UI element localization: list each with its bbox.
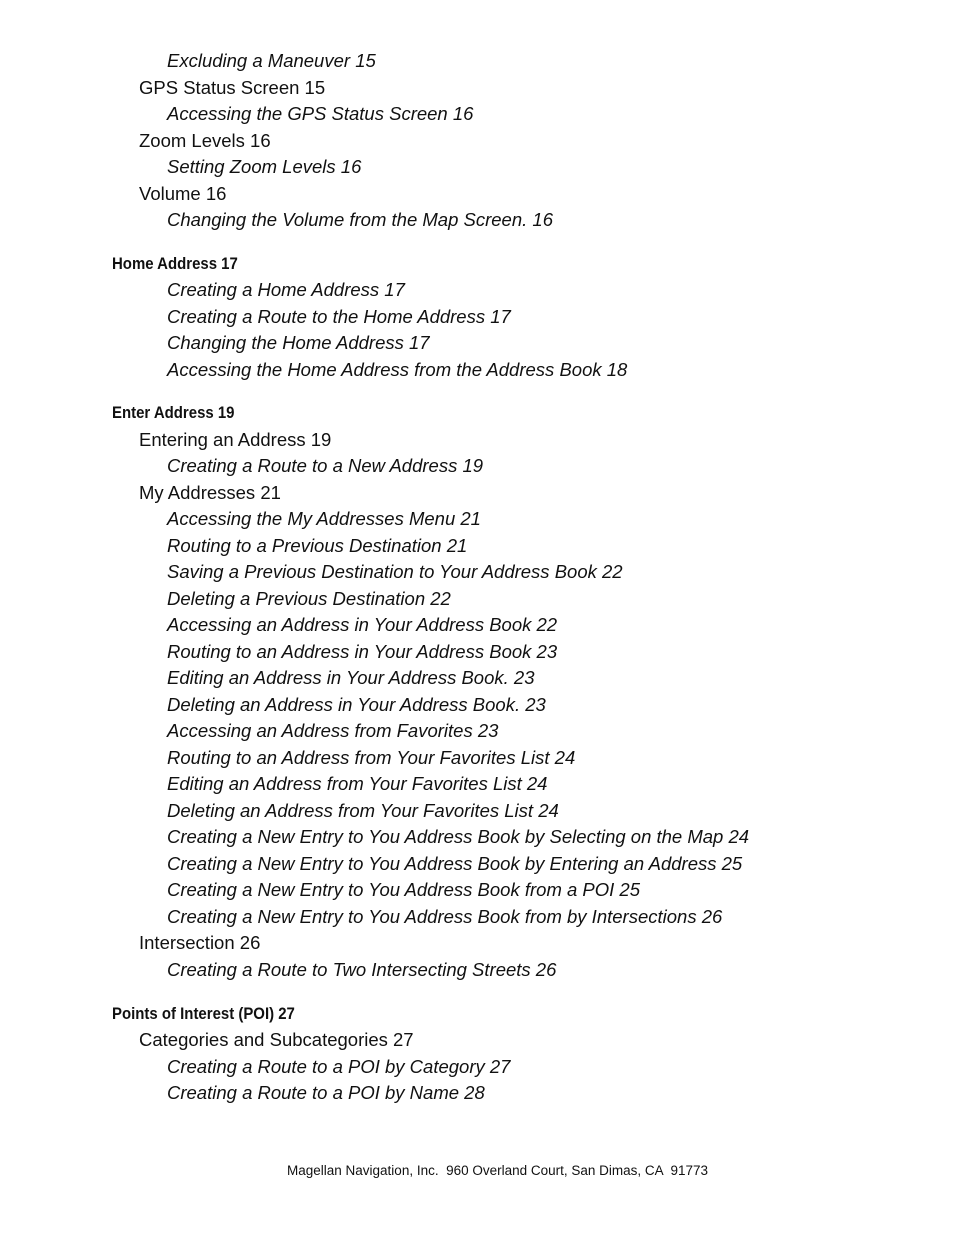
toc-topic-entry: Saving a Previous Destination to Your Address Book 22 [167, 561, 623, 582]
toc-subsection-entry: Volume 16 [139, 183, 227, 204]
toc-topic-entry: Creating a Home Address 17 [167, 279, 405, 300]
toc-topic-entry: Accessing an Address from Favorites 23 [167, 720, 499, 741]
toc-subsection-entry: My Addresses 21 [139, 482, 281, 503]
toc-section-heading: Points of Interest (POI) 27 [112, 1004, 295, 1023]
toc-topic-entry: Routing to a Previous Destination 21 [167, 535, 468, 556]
toc-subsection-entry: Zoom Levels 16 [139, 130, 271, 151]
toc-topic-entry: Excluding a Maneuver 15 [167, 50, 376, 71]
toc-topic-entry: Editing an Address from Your Favorites List 24 [167, 773, 548, 794]
toc-topic-entry: Accessing the Home Address from the Address Book 18 [167, 359, 628, 380]
toc-topic-entry: Accessing the My Addresses Menu 21 [167, 508, 481, 529]
toc-subsection-entry: Categories and Subcategories 27 [139, 1029, 414, 1050]
toc-topic-entry: Creating a New Entry to You Address Book from by Intersections 26 [167, 906, 723, 927]
toc-topic-entry: Creating a New Entry to You Address Book from a POI 25 [167, 879, 641, 900]
toc-subsection-entry: Intersection 26 [139, 932, 261, 953]
toc-topic-entry: Changing the Home Address 17 [167, 332, 430, 353]
toc-topic-entry: Creating a Route to a New Address 19 [167, 455, 484, 476]
toc-topic-entry: Deleting an Address in Your Address Book. 23 [167, 694, 546, 715]
toc-topic-entry: Deleting an Address from Your Favorites List 24 [167, 800, 559, 821]
toc-subsection-entry: Entering an Address 19 [139, 429, 332, 450]
toc-section-heading: Home Address 17 [112, 254, 238, 273]
toc-topic-entry: Creating a Route to the Home Address 17 [167, 306, 511, 327]
page-footer: Magellan Navigation, Inc. 960 Overland Court, San Dimas, CA 91773 [287, 1163, 708, 1178]
toc-topic-entry: Changing the Volume from the Map Screen. 16 [167, 209, 553, 230]
toc-topic-entry: Setting Zoom Levels 16 [167, 156, 362, 177]
toc-topic-entry: Creating a Route to Two Intersecting Streets 26 [167, 959, 557, 980]
toc-topic-entry: Accessing an Address in Your Address Book 22 [167, 614, 558, 635]
toc-topic-entry: Routing to an Address in Your Address Book 23 [167, 641, 558, 662]
toc-topic-entry: Creating a New Entry to You Address Book by Entering an Address 25 [167, 853, 743, 874]
toc-subsection-entry: GPS Status Screen 15 [139, 77, 326, 98]
toc-topic-entry: Deleting a Previous Destination 22 [167, 588, 451, 609]
toc-section-heading: Enter Address 19 [112, 403, 235, 422]
toc-topic-entry: Creating a New Entry to You Address Book by Selecting on the Map 24 [167, 826, 750, 847]
toc-topic-entry: Routing to an Address from Your Favorites List 24 [167, 747, 576, 768]
toc-topic-entry: Creating a Route to a POI by Category 27 [167, 1056, 511, 1077]
toc-topic-entry: Accessing the GPS Status Screen 16 [167, 103, 474, 124]
toc-topic-entry: Creating a Route to a POI by Name 28 [167, 1082, 485, 1103]
toc-topic-entry: Editing an Address in Your Address Book. 23 [167, 667, 535, 688]
